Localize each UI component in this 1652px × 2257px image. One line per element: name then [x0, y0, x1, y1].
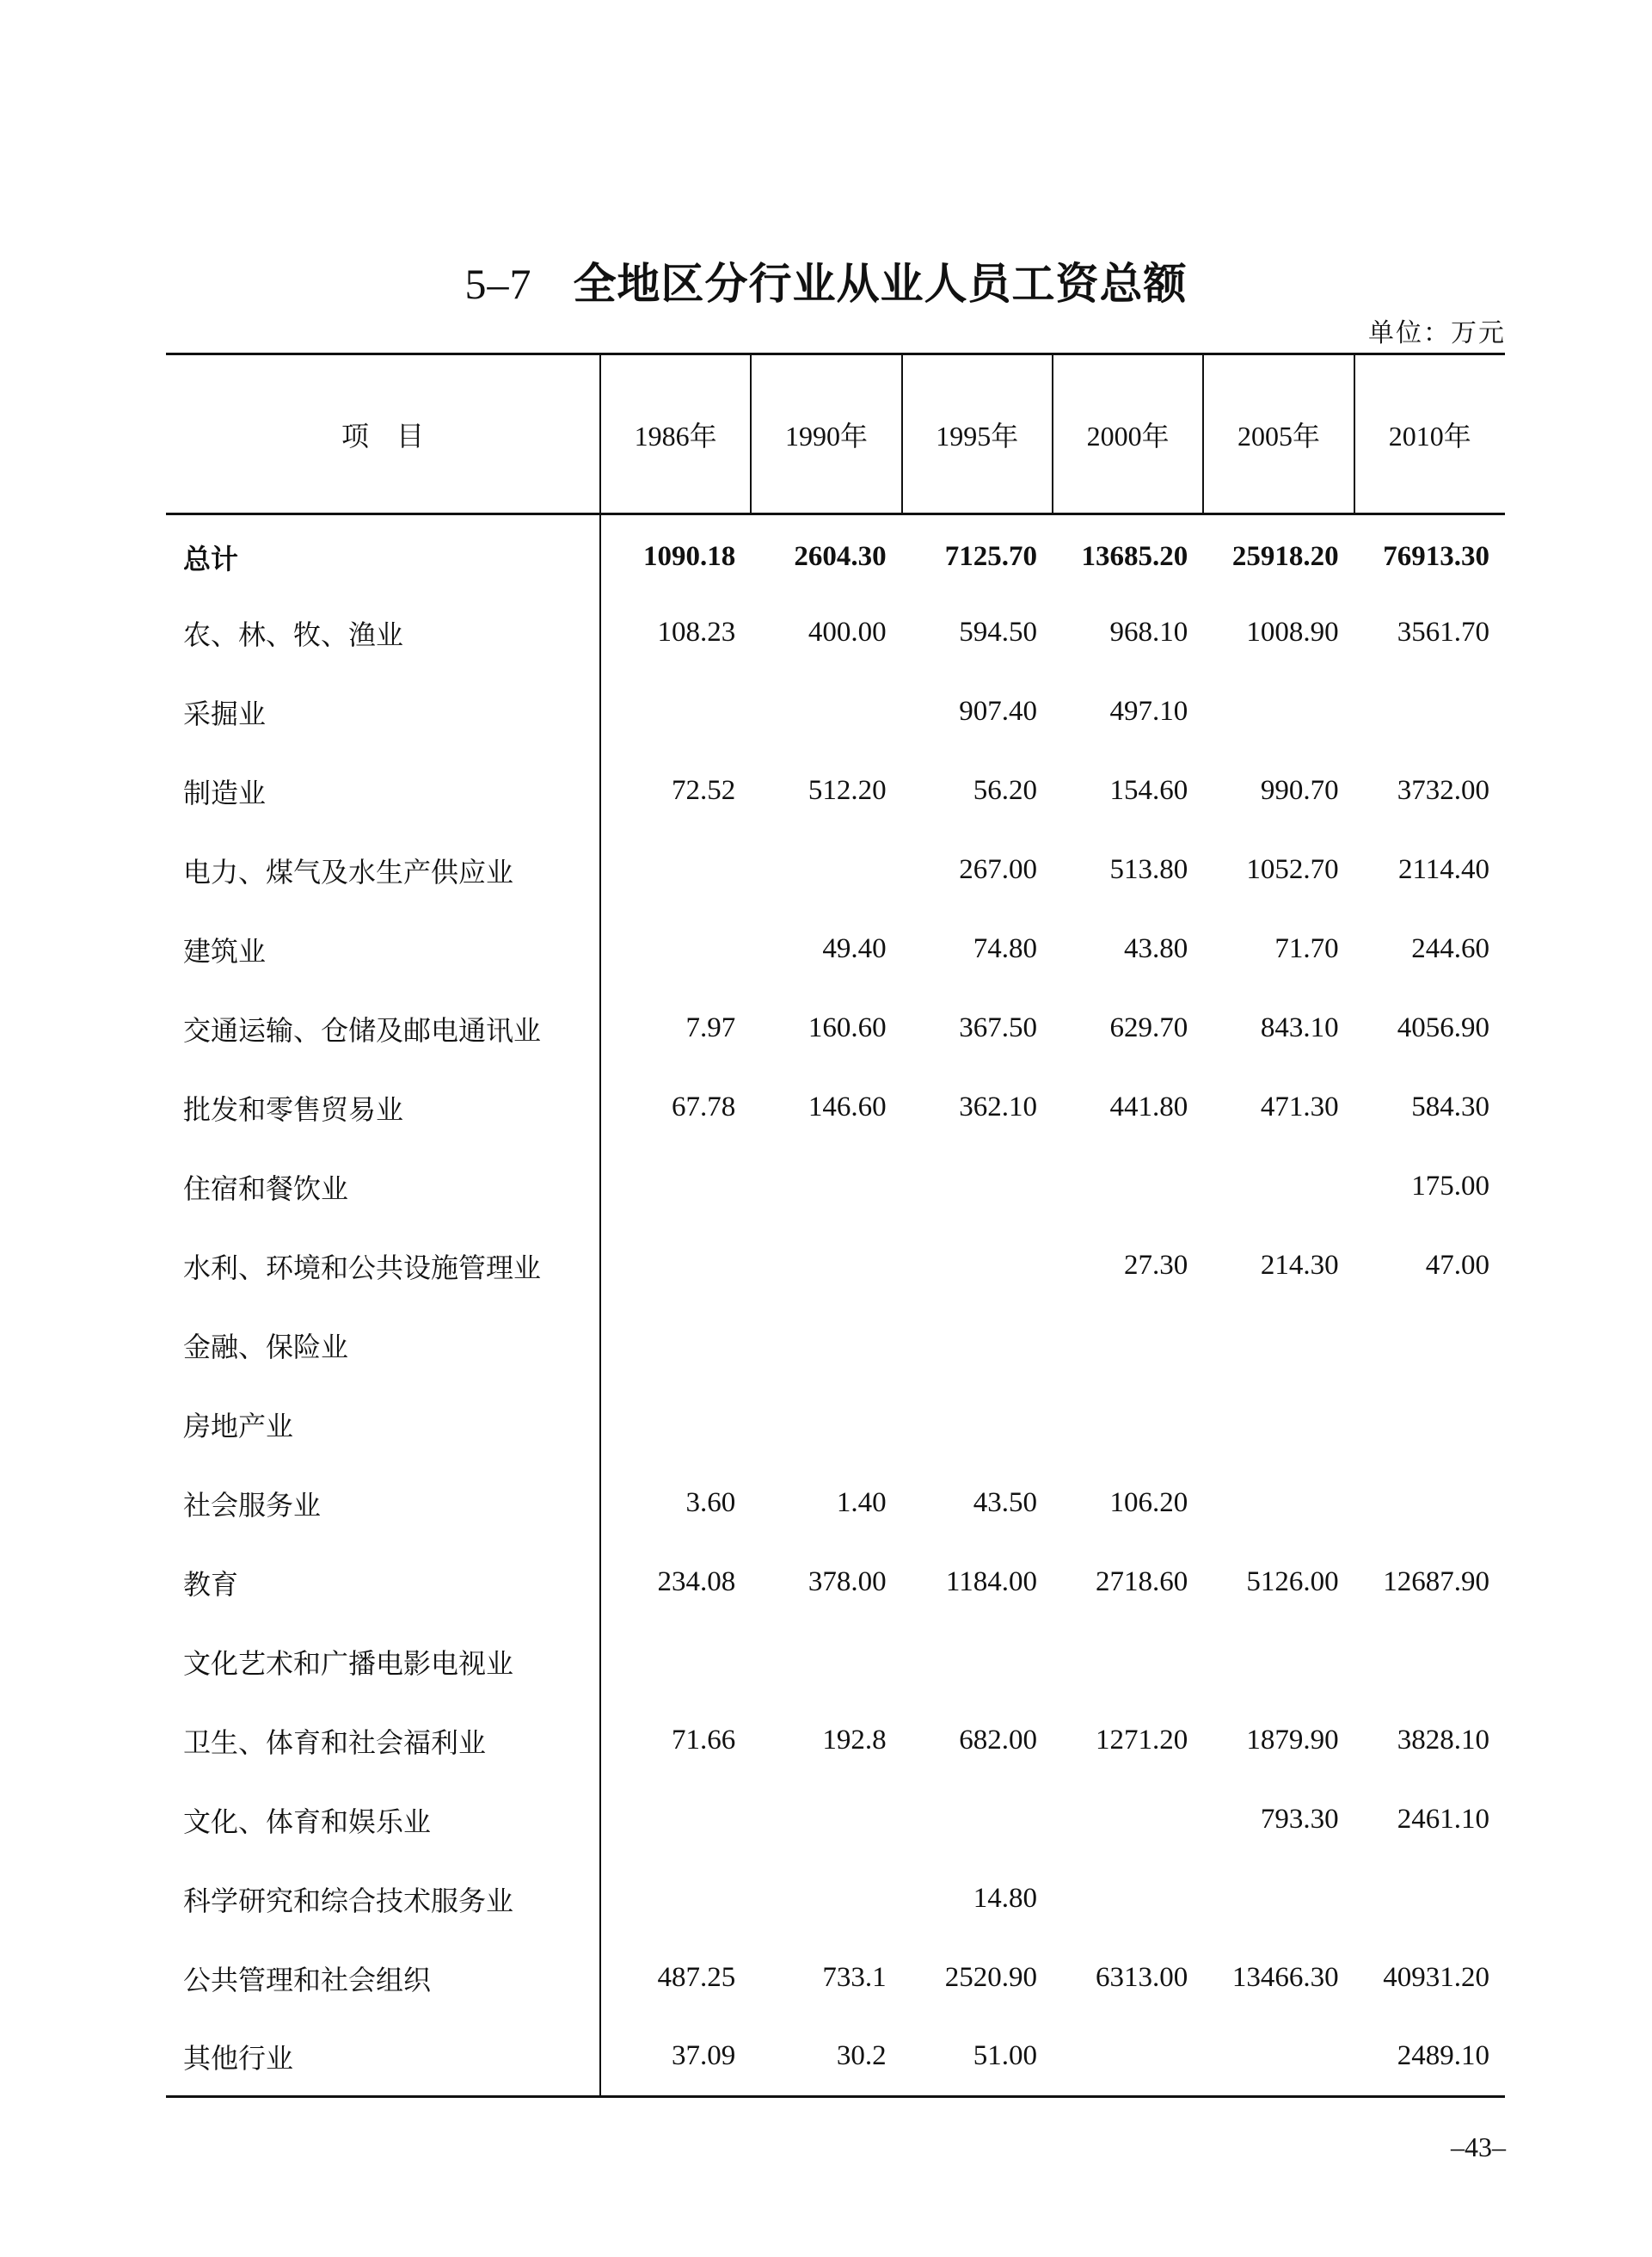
cell-value: [1354, 1464, 1505, 1543]
cell-value: 968.10: [1109, 617, 1188, 648]
cell-value: 512.20: [808, 775, 887, 806]
cell-value: 497.10: [1109, 696, 1188, 727]
row-label: 公共管理和社会组织: [166, 1939, 600, 2018]
cell-value: 160.60: [808, 1012, 887, 1043]
cell-value: [902, 1780, 1053, 1860]
cell-value: 2718.60: [1096, 1566, 1188, 1597]
cell-value: 267.00: [959, 854, 1037, 885]
cell-value: 367.50: [959, 1012, 1037, 1043]
cell-value: 471.30: [1260, 1092, 1339, 1122]
row-label: 交通运输、仓储及邮电通讯业: [166, 989, 600, 1068]
cell-value: [1354, 1385, 1505, 1464]
header-year: 1986年: [600, 354, 751, 514]
cell-value: [600, 910, 751, 989]
cell-value: 7125.70: [944, 541, 1037, 573]
cell-value: 487.25: [657, 1962, 736, 1993]
cell-value: [1354, 1306, 1505, 1385]
cell-value: 362.10: [959, 1092, 1037, 1122]
row-label: 金融、保险业: [166, 1306, 600, 1385]
table-row: [166, 1227, 1505, 1306]
table-number: 5–7: [464, 260, 532, 308]
cell-value: [751, 673, 901, 752]
table-row: [166, 2018, 1505, 2097]
cell-value: [751, 1780, 901, 1860]
table-row: [166, 1860, 1505, 1939]
cell-value: 682.00: [959, 1725, 1037, 1756]
table-row: [166, 1939, 1505, 2018]
table-row: [166, 1147, 1505, 1227]
cell-value: [600, 1385, 751, 1464]
cell-value: 7.97: [685, 1012, 736, 1043]
total-row: [166, 514, 1505, 593]
cell-value: 43.50: [973, 1487, 1037, 1518]
row-label: 文化艺术和广播电影电视业: [166, 1622, 600, 1701]
table-body: [166, 514, 1505, 2097]
cell-value: [1053, 1385, 1203, 1464]
table-row: [166, 1306, 1505, 1385]
cell-value: 43.80: [1124, 933, 1188, 964]
cell-value: 13466.30: [1231, 1962, 1339, 1993]
cell-value: [600, 1780, 751, 1860]
cell-value: 40931.20: [1383, 1962, 1489, 1993]
cell-value: [1053, 2018, 1203, 2097]
cell-value: [751, 1147, 901, 1227]
cell-value: [902, 1147, 1053, 1227]
page-number: –43–: [1451, 2131, 1506, 2162]
row-label: 采掘业: [166, 673, 600, 752]
cell-value: [600, 831, 751, 910]
row-label: 卫生、体育和社会福利业: [166, 1701, 600, 1780]
cell-value: 4056.90: [1397, 1012, 1489, 1043]
row-label: 农、林、牧、渔业: [166, 593, 600, 673]
cell-value: [1053, 1306, 1203, 1385]
cell-value: 3561.70: [1397, 617, 1489, 648]
table-row: [166, 1464, 1505, 1543]
cell-value: 49.40: [822, 933, 887, 964]
cell-value: [751, 1227, 901, 1306]
cell-value: [600, 673, 751, 752]
header-year: 2005年: [1203, 354, 1354, 514]
table-row: [166, 831, 1505, 910]
cell-value: 1052.70: [1246, 854, 1339, 885]
cell-value: 175.00: [1411, 1171, 1489, 1202]
cell-value: 990.70: [1260, 775, 1339, 806]
cell-value: 72.52: [672, 775, 736, 806]
cell-value: 214.30: [1260, 1250, 1339, 1281]
cell-value: 25918.20: [1231, 541, 1339, 573]
header-year: 1995年: [902, 354, 1053, 514]
table-row: [166, 1701, 1505, 1780]
cell-value: 146.60: [808, 1092, 887, 1122]
cell-value: 1184.00: [945, 1566, 1037, 1597]
row-label: 水利、环境和公共设施管理业: [166, 1227, 600, 1306]
table-row: [166, 752, 1505, 831]
cell-value: [1203, 1622, 1354, 1701]
row-label: 总计: [166, 514, 600, 593]
cell-value: [600, 1306, 751, 1385]
cell-value: [1203, 1147, 1354, 1227]
header-year: 2000年: [1053, 354, 1203, 514]
row-label: 社会服务业: [166, 1464, 600, 1543]
table-row: [166, 910, 1505, 989]
cell-value: [1053, 1780, 1203, 1860]
cell-value: [1354, 673, 1505, 752]
cell-value: 843.10: [1260, 1012, 1339, 1043]
cell-value: 378.00: [808, 1566, 887, 1597]
table-row: [166, 989, 1505, 1068]
table-row: [166, 593, 1505, 673]
cell-value: [600, 1860, 751, 1939]
cell-value: [751, 831, 901, 910]
cell-value: [600, 1147, 751, 1227]
header-year: 1990年: [751, 354, 901, 514]
cell-value: 154.60: [1109, 775, 1188, 806]
cell-value: 2461.10: [1397, 1804, 1489, 1835]
cell-value: 13685.20: [1081, 541, 1188, 573]
cell-value: [902, 1385, 1053, 1464]
table-title: 全地区分行业从业人员工资总额: [573, 259, 1188, 309]
cell-value: 3732.00: [1397, 775, 1489, 806]
row-label: 住宿和餐饮业: [166, 1147, 600, 1227]
cell-value: 108.23: [657, 617, 736, 648]
cell-value: 244.60: [1411, 933, 1489, 964]
cell-value: 584.30: [1411, 1092, 1489, 1122]
cell-value: 400.00: [808, 617, 887, 648]
cell-value: 56.20: [973, 775, 1037, 806]
row-label: 建筑业: [166, 910, 600, 989]
cell-value: 2114.40: [1397, 854, 1489, 885]
cell-value: 51.00: [902, 2018, 1053, 2097]
cell-value: [902, 1227, 1053, 1306]
cell-value: 74.80: [973, 933, 1037, 964]
cell-value: 12687.90: [1383, 1566, 1489, 1597]
cell-value: 5126.00: [1246, 1566, 1339, 1597]
header-row: [166, 354, 1505, 514]
cell-value: [751, 1306, 901, 1385]
cell-value: [1203, 1464, 1354, 1543]
cell-value: [600, 1622, 751, 1701]
cell-value: 594.50: [959, 617, 1037, 648]
cell-value: 1.40: [836, 1487, 887, 1518]
row-label: 其他行业: [166, 2018, 600, 2097]
table-row: [166, 1780, 1505, 1860]
row-label: 制造业: [166, 752, 600, 831]
cell-value: [600, 1227, 751, 1306]
page-title: [0, 249, 1652, 311]
cell-value: [1354, 1622, 1505, 1701]
cell-value: 47.00: [1425, 1250, 1489, 1281]
table-row: [166, 1543, 1505, 1622]
cell-value: 71.66: [672, 1725, 736, 1756]
cell-value: [751, 1385, 901, 1464]
cell-value: 192.8: [822, 1725, 887, 1756]
cell-value: 3.60: [685, 1487, 736, 1518]
cell-value: 733.1: [822, 1962, 887, 1993]
cell-value: [1053, 1860, 1203, 1939]
row-label: 电力、煤气及水生产供应业: [166, 831, 600, 910]
table-row: [166, 1385, 1505, 1464]
row-label: 文化、体育和娱乐业: [166, 1780, 600, 1860]
cell-value: 441.80: [1109, 1092, 1188, 1122]
cell-value: [902, 1622, 1053, 1701]
cell-value: [751, 1860, 901, 1939]
cell-value: 513.80: [1109, 854, 1188, 885]
cell-value: 67.78: [672, 1092, 736, 1122]
cell-value: [1354, 1860, 1505, 1939]
cell-value: [902, 1306, 1053, 1385]
row-label: 房地产业: [166, 1385, 600, 1464]
cell-value: 793.30: [1260, 1804, 1339, 1835]
cell-value: [1053, 1147, 1203, 1227]
header-item: 项 目: [166, 354, 600, 514]
cell-value: 14.80: [973, 1883, 1037, 1914]
cell-value: 6313.00: [1096, 1962, 1188, 1993]
cell-value: 1090.18: [643, 541, 736, 573]
cell-value: [1203, 2018, 1354, 2097]
cell-value: [1203, 1306, 1354, 1385]
table-row: [166, 673, 1505, 752]
cell-value: 27.30: [1124, 1250, 1188, 1281]
table-row: [166, 1622, 1505, 1701]
cell-value: 1008.90: [1246, 617, 1339, 648]
table-row: [166, 1068, 1505, 1147]
cell-value: 30.2: [751, 2018, 901, 2097]
cell-value: [1203, 1860, 1354, 1939]
cell-value: 629.70: [1109, 1012, 1188, 1043]
unit-label: 单位：万元: [1368, 318, 1506, 348]
header-year: 2010年: [1354, 354, 1505, 514]
cell-value: [751, 1622, 901, 1701]
cell-value: [1203, 1385, 1354, 1464]
cell-value: [1203, 673, 1354, 752]
cell-value: 106.20: [1109, 1487, 1188, 1518]
cell-value: 37.09: [600, 2018, 751, 2097]
row-label: 批发和零售贸易业: [166, 1068, 600, 1147]
cell-value: 1879.90: [1246, 1725, 1339, 1756]
cell-value: 234.08: [657, 1566, 736, 1597]
cell-value: 3828.10: [1397, 1725, 1489, 1756]
cell-value: 71.70: [1274, 933, 1339, 964]
cell-value: 76913.30: [1383, 541, 1489, 573]
row-label: 教育: [166, 1543, 600, 1622]
row-label: 科学研究和综合技术服务业: [166, 1860, 600, 1939]
cell-value: 907.40: [959, 696, 1037, 727]
cell-value: 2489.10: [1354, 2018, 1505, 2097]
table-header: [166, 354, 1505, 514]
cell-value: [1053, 1622, 1203, 1701]
cell-value: 1271.20: [1096, 1725, 1188, 1756]
cell-value: 2520.90: [944, 1962, 1037, 1993]
cell-value: 2604.30: [794, 541, 887, 573]
wage-table: [166, 353, 1505, 2098]
